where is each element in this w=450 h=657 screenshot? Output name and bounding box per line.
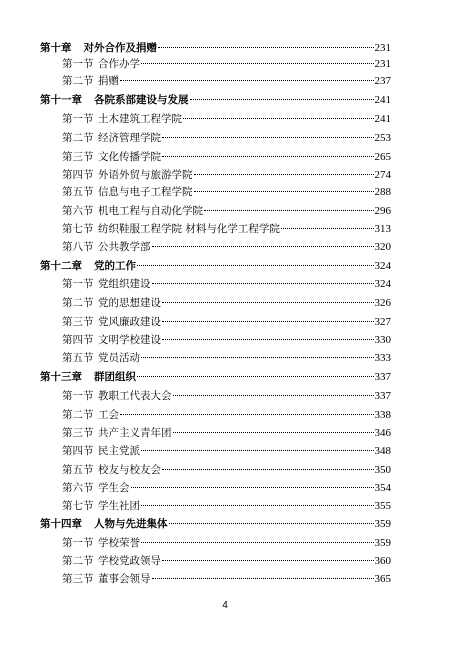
toc-section[interactable] <box>62 295 391 311</box>
entry-label: 第二节 <box>62 409 94 421</box>
entry-page: 333 <box>374 352 391 364</box>
entry-page: 237 <box>374 75 391 87</box>
entry-title: 文明学校建设 <box>98 334 161 346</box>
dot-leader <box>141 542 374 543</box>
dot-leader <box>162 339 374 340</box>
dot-leader <box>169 523 374 524</box>
entry-title: 党风廉政建设 <box>98 316 161 328</box>
entry-page: 326 <box>374 297 391 309</box>
toc-chapter-10[interactable] <box>40 40 391 56</box>
entry-title: 公共教学部 <box>98 241 151 253</box>
entry-title: 董事会领导 <box>98 573 151 585</box>
entry-label: 第一节 <box>62 390 94 402</box>
entry-label: 第七节 <box>62 500 94 512</box>
entry-title: 土木建筑工程学院 <box>98 113 182 125</box>
entry-label: 第二节 <box>62 132 94 144</box>
entry-page: 365 <box>374 573 391 585</box>
entry-title: 党的工作 <box>94 260 136 272</box>
entry-label: 第二节 <box>62 75 94 87</box>
entry-page: 338 <box>374 409 391 421</box>
dot-leader <box>183 118 374 119</box>
entry-page: 360 <box>374 555 391 567</box>
entry-label: 第三节 <box>62 151 94 163</box>
entry-page: 274 <box>374 169 391 181</box>
entry-label: 第四节 <box>62 169 94 181</box>
dot-leader <box>162 321 374 322</box>
toc-section[interactable] <box>62 184 391 200</box>
entry-page: 313 <box>374 223 391 235</box>
entry-page: 346 <box>374 427 391 439</box>
toc-section[interactable] <box>62 332 391 348</box>
toc-section[interactable] <box>62 571 391 587</box>
entry-page: 350 <box>374 464 391 476</box>
toc-section[interactable] <box>62 203 391 219</box>
entry-title: 工会 <box>98 409 119 421</box>
entry-label: 第一节 <box>62 537 94 549</box>
dot-leader <box>194 191 374 192</box>
entry-label: 第十一章 <box>40 94 82 106</box>
entry-title: 各院系部建设与发展 <box>94 94 189 106</box>
dot-leader <box>158 47 374 48</box>
entry-label: 第六节 <box>62 205 94 217</box>
entry-page: 359 <box>374 518 391 530</box>
dot-leader <box>162 302 374 303</box>
entry-title: 人物与先进集体 <box>94 518 168 530</box>
entry-page: 253 <box>374 132 391 144</box>
dot-leader <box>152 246 374 247</box>
entry-label: 第十二章 <box>40 260 82 272</box>
entry-title: 文化传播学院 <box>98 151 161 163</box>
toc-chapter-13[interactable] <box>40 369 391 385</box>
toc-section[interactable] <box>62 149 391 165</box>
dot-leader <box>162 469 374 470</box>
dot-leader <box>173 432 374 433</box>
toc-section[interactable] <box>62 425 391 441</box>
toc-section[interactable] <box>62 480 391 496</box>
dot-leader <box>141 357 374 358</box>
toc-section[interactable] <box>62 388 391 404</box>
entry-label: 第十三章 <box>40 371 82 383</box>
toc-section[interactable] <box>62 443 391 459</box>
entry-label: 第五节 <box>62 464 94 476</box>
entry-label: 第一节 <box>62 278 94 290</box>
entry-title: 学校荣誉 <box>98 537 140 549</box>
entry-label: 第三节 <box>62 316 94 328</box>
entry-label: 第二节 <box>62 555 94 567</box>
dot-leader <box>281 228 374 229</box>
entry-page: 327 <box>374 316 391 328</box>
entry-label: 第八节 <box>62 241 94 253</box>
entry-page: 330 <box>374 334 391 346</box>
dot-leader <box>190 99 374 100</box>
entry-title: 党的思想建设 <box>98 297 161 309</box>
toc-section[interactable] <box>62 130 391 146</box>
entry-page: 337 <box>374 371 391 383</box>
entry-label: 第四节 <box>62 445 94 457</box>
entry-page: 231 <box>374 58 391 70</box>
entry-label: 第二节 <box>62 297 94 309</box>
entry-page: 354 <box>374 482 391 494</box>
dot-leader <box>120 80 374 81</box>
dot-leader <box>152 283 374 284</box>
entry-label: 第十四章 <box>40 518 82 530</box>
entry-title: 校友与校友会 <box>98 464 161 476</box>
toc-section[interactable] <box>62 553 391 569</box>
entry-label: 第五节 <box>62 352 94 364</box>
toc-section[interactable] <box>62 314 391 330</box>
entry-title: 经济管理学院 <box>98 132 161 144</box>
entry-page: 288 <box>374 186 391 198</box>
entry-title: 信息与电子工程学院 <box>98 186 193 198</box>
entry-page: 296 <box>374 205 391 217</box>
toc-section[interactable] <box>62 276 391 292</box>
toc-section[interactable] <box>62 111 391 127</box>
toc-chapter-14[interactable] <box>40 516 391 532</box>
dot-leader <box>141 505 374 506</box>
entry-title: 对外合作及捐赠 <box>83 42 157 54</box>
entry-label: 第一节 <box>62 58 94 70</box>
entry-label: 第七节 <box>62 223 94 235</box>
entry-page: 241 <box>374 94 391 106</box>
entry-title: 捐赠 <box>98 75 119 87</box>
entry-page: 241 <box>374 113 391 125</box>
entry-label: 第六节 <box>62 482 94 494</box>
dot-leader <box>137 265 374 266</box>
toc-section[interactable] <box>62 239 391 255</box>
toc-section[interactable] <box>62 56 391 72</box>
entry-label: 第四节 <box>62 334 94 346</box>
entry-title: 外语外贸与旅游学院 <box>98 169 193 181</box>
entry-label: 第一节 <box>62 113 94 125</box>
dot-leader <box>162 156 374 157</box>
entry-page: 324 <box>374 278 391 290</box>
toc-section[interactable] <box>62 73 391 89</box>
entry-page: 355 <box>374 500 391 512</box>
entry-label: 第三节 <box>62 573 94 585</box>
entry-title: 机电工程与自动化学院 <box>98 205 203 217</box>
entry-page: 324 <box>374 260 391 272</box>
entry-title: 共产主义青年团 <box>98 427 172 439</box>
entry-title: 纺织鞋服工程学院 材料与化学工程学院 <box>98 223 280 235</box>
dot-leader <box>204 210 374 211</box>
entry-title: 党员活动 <box>98 352 140 364</box>
dot-leader <box>131 487 374 488</box>
entry-page: 320 <box>374 241 391 253</box>
toc-chapter-11[interactable] <box>40 92 391 108</box>
entry-title: 学校党政领导 <box>98 555 161 567</box>
entry-title: 学生社团 <box>98 500 140 512</box>
toc-section[interactable] <box>62 462 391 478</box>
dot-leader <box>152 578 374 579</box>
entry-title: 合作办学 <box>98 58 140 70</box>
entry-page: 348 <box>374 445 391 457</box>
entry-title: 学生会 <box>98 482 130 494</box>
dot-leader <box>173 395 374 396</box>
toc-section[interactable] <box>62 535 391 551</box>
dot-leader <box>141 63 374 64</box>
entry-label: 第五节 <box>62 186 94 198</box>
toc-chapter-12[interactable] <box>40 258 391 274</box>
toc-section[interactable] <box>62 167 391 183</box>
dot-leader <box>194 174 374 175</box>
toc-section[interactable] <box>62 498 391 514</box>
toc-section[interactable] <box>62 407 391 423</box>
entry-page: 231 <box>374 42 391 54</box>
dot-leader <box>137 376 374 377</box>
entry-label: 第十章 <box>40 42 72 54</box>
entry-title: 党组织建设 <box>98 278 151 290</box>
dot-leader <box>162 560 374 561</box>
entry-title: 教职工代表大会 <box>98 390 172 402</box>
entry-page: 265 <box>374 151 391 163</box>
entry-title: 民主党派 <box>98 445 140 457</box>
entry-page: 359 <box>374 537 391 549</box>
page-number: 4 <box>222 600 228 611</box>
dot-leader <box>141 450 374 451</box>
toc-section[interactable] <box>62 221 391 237</box>
dot-leader <box>120 414 374 415</box>
toc-section[interactable] <box>62 350 391 366</box>
entry-label: 第三节 <box>62 427 94 439</box>
dot-leader <box>162 137 374 138</box>
entry-title: 群团组织 <box>94 371 136 383</box>
entry-page: 337 <box>374 390 391 402</box>
